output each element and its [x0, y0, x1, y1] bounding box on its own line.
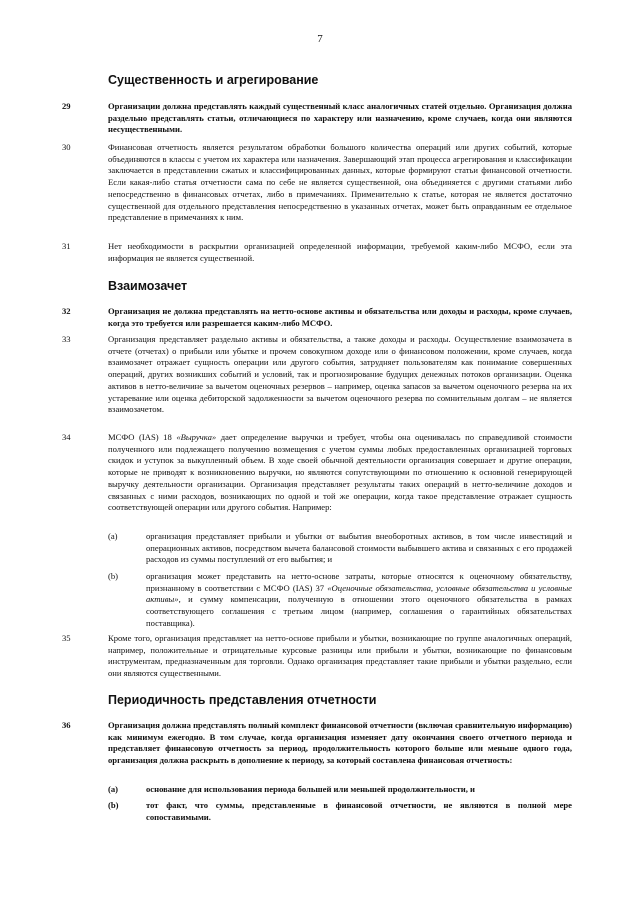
- paragraph-33: [62, 334, 572, 416]
- paragraph-number: 32: [62, 306, 71, 316]
- paragraph-text: Организация представляет раздельно активы и обязательства, а также доходы и расходы. Осуществление взаимозачета в отчете (отчетах) о прибыли или убытке и прочем совокупном доходе или о финансовом положении, кроме случаев, когда взаимозачет отражает сущность операции или другого события, затрудняет пользователям как понимание совершенных операций, других возникших событий и условий, так и прогнозирование будущих денежных потоков организации. Оценка активов в нетто-величине за вычетом оценочных резервов – например, оценка запасов за вычетом оценочного резерва на их устаревание или оценка дебиторской задолженности за вычетом оценочного резерва по сомнительным долгам – не является взаимозачетом.: [108, 334, 572, 415]
- page-number: 7: [317, 33, 323, 45]
- paragraph-36-item-a: [108, 784, 572, 796]
- paragraph-number: 31: [62, 241, 71, 251]
- paragraph-36-item-b: [108, 800, 572, 823]
- section-heading-offsetting: Взаимозачет: [108, 279, 188, 293]
- item-label: (b): [108, 571, 119, 581]
- paragraph-32: [62, 306, 572, 329]
- paragraph-text: Нет необходимости в раскрытии организацией определенной информации, требуемой каким-либо МСФО, если эта информация не является существенной.: [108, 241, 572, 263]
- paragraph-number: 30: [62, 142, 71, 152]
- item-text: основание для использования периода большей или меньшей продолжительности, и: [146, 784, 475, 794]
- item-label: (a): [108, 531, 118, 541]
- item-label: (b): [108, 800, 119, 810]
- text-segment: дает определение выручки и требует, чтобы она оценивалась по справедливой стоимости полученного или подлежащего получению возмещения с учетом суммы любых предоставленных организацией торговых скидок и уступок за выкупленный объем. В ходе своей обычной деятельности организация совершает и другие операции, которые не приводят к возникновению выручки, но являются сопутствующими по отношению к основной генерирующей выручку деятельности организации. Организация представляет результаты таких операций в нетто-величине доходов и связанных с ними расходов, возникающих по одной и той же операции, когда такое представление отражает сущность соответствующей операции или другого события. Например:: [108, 432, 572, 513]
- paragraph-34-item-a: [108, 531, 572, 566]
- paragraph-34-item-b: [108, 571, 572, 630]
- paragraph-36: [62, 720, 572, 767]
- text-segment: организация может представить на нетто-основе затраты, которые относятся к оценочному обязательству, признанному в соответствии с МСФО (IAS) 37: [146, 571, 572, 593]
- paragraph-number: 35: [62, 633, 71, 643]
- paragraph-34: [62, 432, 572, 514]
- paragraph-text: [108, 432, 572, 514]
- paragraph-31: [62, 241, 572, 264]
- item-text: тот факт, что суммы, представленные в финансовой отчетности, не являются в полной мере сопоставимыми.: [146, 800, 572, 822]
- standard-title: «Выручка»: [176, 432, 217, 442]
- item-text: организация представляет прибыли и убытки от выбытия внеоборотных активов, в том числе инвестиций и операционных активов, посредством вычета балансовой стоимости выбывшего актива и связанных с его продажей расходов из суммы поступлений от его выбытия; и: [146, 531, 572, 565]
- item-text: [146, 571, 572, 630]
- paragraph-text: Организация должна представлять полный комплект финансовой отчетности (включая сравнительную информацию) как минимум ежегодно. В том случае, когда организация изменяет дату окончания своего отчетного периода и представляет финансовую отчетность за период, продолжительность которого больше или меньше одного года, организация должна раскрыть в дополнение к периоду, за который составлена финансовая отчетность:: [108, 720, 572, 766]
- paragraph-number: 36: [62, 720, 71, 730]
- paragraph-35: [62, 633, 572, 680]
- text-segment: , и сумму компенсации, полученную в отношении этого оценочного обязательства в рамках соответствующего соглашения с третьим лицом (например, соглашения о гарантийных обязательствах поставщика).: [146, 594, 572, 628]
- paragraph-30: [62, 142, 572, 224]
- text-segment: МСФО (IAS) 18: [108, 432, 177, 442]
- paragraph-text: Организации должна представлять каждый существенный класс аналогичных статей отдельно. Организация должна раздельно представлять статьи, отличающиеся по характеру или назначению, кроме случаев, когда они являются несущественными.: [108, 101, 572, 135]
- paragraph-number: 33: [62, 334, 71, 344]
- standard-title: «Оценочные обязательства, условные обязательства и условные активы»: [146, 582, 572, 605]
- paragraph-text: Кроме того, организация представляет на нетто-основе прибыли и убытки, возникающие по группе аналогичных операций, например, положительные и отрицательные курсовые разницы или прибыли и убытки, возникающие по финансовым инструментам, предназначенным для торговли. Однако организация представляет такие прибыли и убытки раздельно, если они являются существенными.: [108, 633, 572, 679]
- paragraph-29: [62, 101, 572, 136]
- paragraph-text: Финансовая отчетность является результатом обработки большого количества операций или других событий, которые объединяются в классы с учетом их характера или назначения. Завершающий этап процесса агрегирования и классификации заключается в представлении сжатых и классифицированных данных, которые формируют статьи финансовой отчетности. Если какая-либо статья отчетности сама по себе не является существенной, она объединяется с другими статьями либо непосредственно в финансовых отчетах, либо в примечаниях. Применительно к статье, которая не является достаточно существенной для отдельного представления непосредственно в указанных отчетах, может быть оправданным ее отдельное представление в примечаниях к ним.: [108, 142, 572, 223]
- section-heading-reporting-frequency: Периодичность представления отчетности: [108, 693, 377, 707]
- paragraph-number: 34: [62, 432, 71, 442]
- paragraph-text: Организация не должна представлять на нетто-основе активы и обязательства или доходы и расходы, кроме случаев, когда это требуется или разрешается каким-либо МСФО.: [108, 306, 572, 328]
- paragraph-number: 29: [62, 101, 71, 111]
- item-label: (a): [108, 784, 119, 794]
- section-heading-materiality: Существенность и агрегирование: [108, 73, 319, 87]
